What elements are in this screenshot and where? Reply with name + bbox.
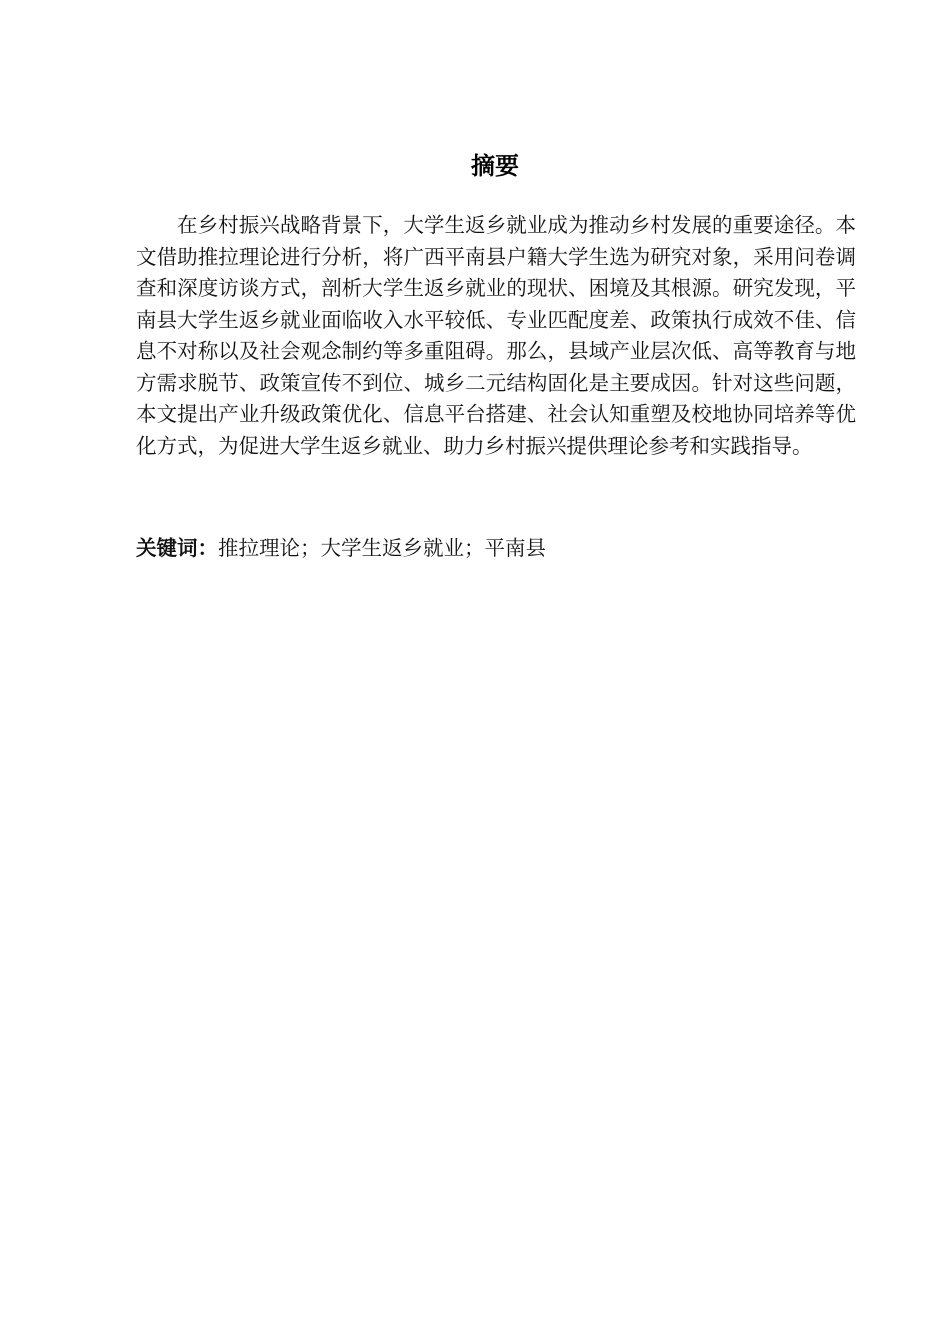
keywords-text: 推拉理论；大学生返乡就业；平南县 xyxy=(218,536,546,560)
abstract-title: 摘要 xyxy=(471,152,519,180)
abstract-body: 在乡村振兴战略背景下，大学生返乡就业成为推动乡村发展的重要途径。本文借助推拉理论进行分析，将广西平南县户籍大学生选为研究对象，采用问卷调查和深度访谈方式，剖析大学生返乡就业的现状、困境及其根源。研究发现，平南县大学生返乡就业面临收入水平较低、专业匹配度差、政策执行成效不佳、信息不对称以及社会观念制约等多重阻碍。那么，县域产业层次低、高等教育与地方需求脱节、政策宣传不到位、城乡二元结构固化是主要成因。针对这些问题，本文提出产业升级政策优化、信息平台搭建、社会认知重塑及校地协同培养等优化方式，为促进大学生返乡就业、助力乡村振兴提供理论参考和实践指导。 xyxy=(136,213,856,458)
keywords-label: 关键词： xyxy=(136,536,218,560)
keywords-line xyxy=(136,533,856,564)
